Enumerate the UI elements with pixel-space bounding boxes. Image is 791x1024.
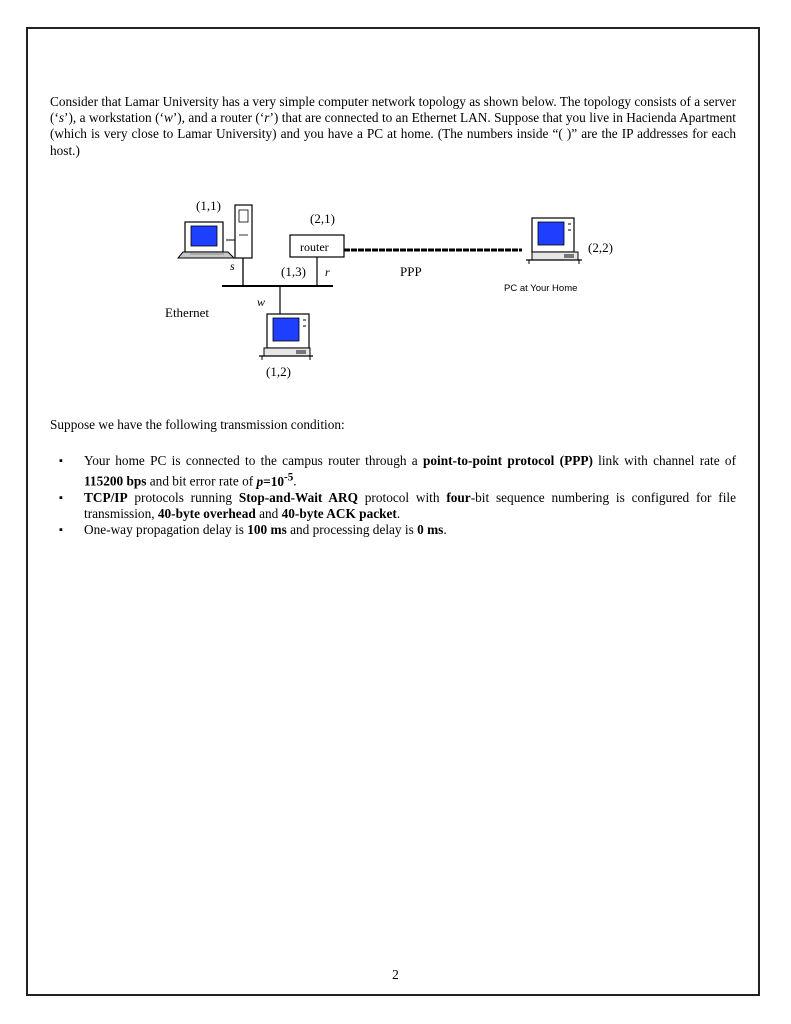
router-host-label: r bbox=[325, 265, 330, 279]
condition-item-tcpip bbox=[50, 490, 736, 522]
condition-item-delay bbox=[50, 522, 736, 538]
b1-ppp-bold: point-to-point protocol (PPP) bbox=[422, 453, 593, 468]
workstation-host-label: w bbox=[257, 295, 266, 309]
b1-ber-exponent: -5 bbox=[284, 471, 294, 484]
b2-arq-bold: Stop-and-Wait ARQ bbox=[238, 489, 358, 505]
intro-text-4: ’) that are connected to an Ethernet LAN. Suppose that you live in Hacienda Apartment (which is very close to Lamar University) and you have a PC at home. (The numbers inside “( )” are the IP addresses for each host.) bbox=[50, 110, 737, 158]
condition-list bbox=[50, 453, 736, 538]
b3-prop-delay-bold: 100 ms bbox=[247, 522, 287, 538]
ppp-label: PPP bbox=[400, 264, 422, 279]
intro-paragraph bbox=[50, 94, 736, 159]
b1-rate-bold: 115200 bps bbox=[84, 473, 147, 489]
ethernet-label: Ethernet bbox=[165, 305, 210, 320]
bullet-marker: ▪ bbox=[59, 455, 63, 467]
server-host-label: s bbox=[230, 259, 235, 273]
b3-text-a: One-way propagation delay is bbox=[84, 522, 248, 538]
workstation-icon bbox=[259, 314, 313, 360]
b2-text-f: -bit sequence numbering is configured for file transmission, bbox=[84, 489, 736, 522]
intro-text-2: ’), a workstation (‘ bbox=[64, 110, 164, 126]
b2-tcpip-bold: TCP/IP bbox=[84, 489, 128, 505]
intro-text-3: ’), and a router (‘ bbox=[172, 110, 265, 126]
b1-ber-base: =10 bbox=[263, 473, 285, 489]
b2-text-h: and bbox=[255, 506, 282, 522]
b3-text-c: and processing delay is bbox=[286, 522, 418, 538]
home-pc-icon bbox=[526, 218, 582, 264]
bullet-marker: ▪ bbox=[59, 524, 63, 537]
home-ip-label: (2,2) bbox=[588, 240, 613, 255]
b1-text-e: and bit error rate of bbox=[146, 473, 257, 489]
b1-text-c: link with channel rate of bbox=[592, 453, 736, 468]
b2-four-bold: four bbox=[446, 489, 471, 505]
intro-w: w bbox=[163, 110, 173, 126]
b1-text-a: Your home PC is connected to the campus router through a bbox=[84, 453, 423, 468]
b2-text-b: protocols running bbox=[127, 489, 239, 505]
b2-text-d: protocol with bbox=[357, 489, 447, 505]
b2-ack-bold: 40-byte ACK packet bbox=[281, 506, 397, 522]
server-icon bbox=[178, 205, 252, 286]
condition-item-ppp bbox=[50, 453, 736, 490]
b1-text-end: . bbox=[293, 473, 297, 489]
router-eth-ip-label: (1,3) bbox=[281, 264, 306, 279]
b2-text-end: . bbox=[396, 506, 401, 522]
workstation-ip-label: (1,2) bbox=[266, 364, 291, 379]
b1-p-symbol: p bbox=[256, 473, 264, 489]
home-caption: PC at Your Home bbox=[504, 283, 578, 294]
b3-text-end: . bbox=[443, 522, 447, 538]
server-ip-label: (1,1) bbox=[196, 198, 221, 213]
intro-s: s bbox=[58, 110, 65, 126]
intro-text-1: Consider that Lamar University has a very simple computer network topology as shown below. The topology consists of a server (‘ bbox=[50, 94, 736, 126]
router-box-label: router bbox=[300, 240, 329, 254]
b3-proc-delay-bold: 0 ms bbox=[417, 522, 444, 538]
b2-overhead-bold: 40-byte overhead bbox=[157, 506, 256, 522]
bullet-marker: ▪ bbox=[59, 491, 63, 504]
router-ip-label: (2,1) bbox=[310, 211, 335, 226]
page-number: 2 bbox=[392, 967, 399, 982]
condition-heading: Suppose we have the following transmission condition: bbox=[50, 417, 345, 432]
intro-r: r bbox=[264, 110, 270, 126]
network-topology-diagram bbox=[150, 190, 650, 390]
